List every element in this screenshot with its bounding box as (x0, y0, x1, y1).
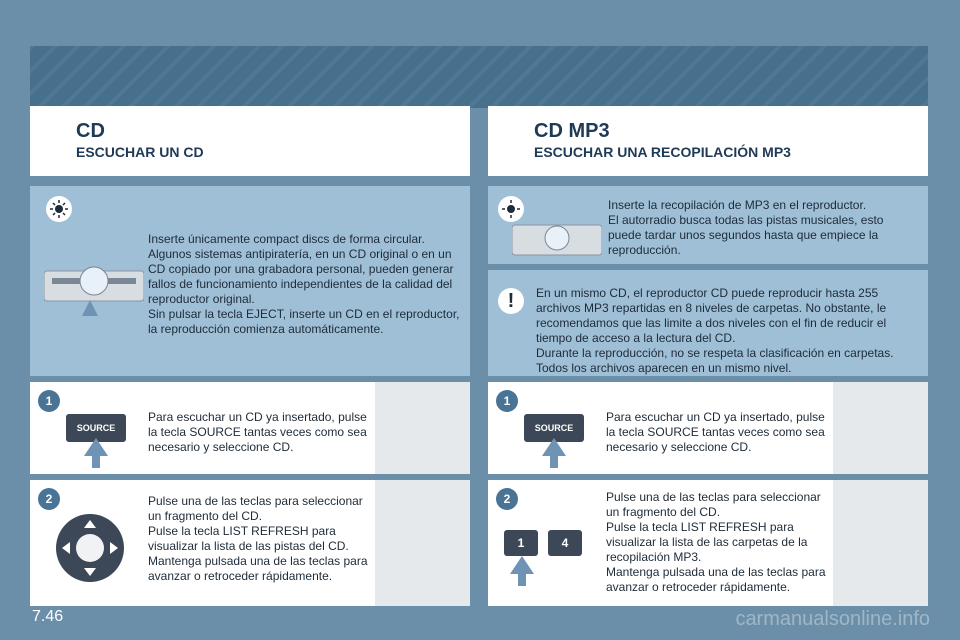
left-title-card (30, 106, 470, 176)
radio-thumbnail (375, 480, 470, 606)
radio-thumbnail (833, 480, 928, 606)
right-info-text: Inserte la recopilación de MP3 en el reproductor. El autorradio busca todas las pistas musicales, esto puede tardar unos segundos hasta que empiece la reproducción. (608, 198, 884, 257)
cd-insert-illustration (44, 256, 144, 316)
cd-insert-illustration (512, 220, 602, 260)
right-info-panel (488, 186, 928, 264)
step-badge: 2 (496, 488, 518, 510)
arrow-up-icon (84, 438, 108, 468)
light-icon (498, 196, 524, 222)
left-section-title: CD (76, 120, 105, 142)
light-icon (46, 196, 72, 222)
arrow-up-icon (542, 438, 566, 468)
right-step2-text: Pulse una de las teclas para seleccionar un fragmento del CD. Pulse la tecla LIST REFRESH para visualizar la lista de las carpetas de la recopilación MP3. Mantenga pulsada una de las teclas para avanzar o retroceder rápidamente. (606, 490, 826, 594)
directional-pad-icon (50, 508, 130, 588)
left-info-panel (30, 186, 470, 376)
watermark: carmanualsonline.info (735, 608, 930, 630)
radio-thumbnail (375, 382, 470, 474)
left-step2-panel (30, 480, 470, 606)
right-step1-panel (488, 382, 928, 474)
step-badge: 2 (38, 488, 60, 510)
right-warning-panel (488, 270, 928, 376)
left-step1-text: Para escuchar un CD ya insertado, pulse la tecla SOURCE tantas veces como sea necesario y seleccione CD. (148, 410, 367, 454)
source-button: SOURCE (524, 414, 584, 442)
right-step1-text: Para escuchar un CD ya insertado, pulse la tecla SOURCE tantas veces como sea necesario y seleccione CD. (606, 410, 825, 454)
left-section-subtitle: ESCUCHAR UN CD (76, 144, 204, 160)
key-1-button: 1 (504, 530, 538, 556)
right-step2-panel (488, 480, 928, 606)
step-badge: 1 (496, 390, 518, 412)
radio-thumbnail (833, 382, 928, 474)
right-warning-text: En un mismo CD, el reproductor CD puede reproducir hasta 255 archivos MP3 repartidas en 8 niveles de carpetas. No obstante, le recomendamos que las limite a dos niveles con el fin de reducir el tiempo de acceso a la lectura del CD. Durante la reproducción, no se respeta la clasificación en carpetas. Todos los archivos aparecen en un mismo nivel. (536, 286, 894, 375)
right-title-card (488, 106, 928, 176)
key-4-button: 4 (548, 530, 582, 556)
top-banner (30, 46, 928, 108)
warning-icon: ! (498, 288, 524, 314)
source-button: SOURCE (66, 414, 126, 442)
left-info-text: Inserte únicamente compact discs de forma circular. Algunos sistemas antipiratería, en un CD original o en un CD copiado por una grabadora personal, pueden generar fallos de funcionamiento independientes de la calidad del reproductor original. Sin pulsar la tecla EJECT, inserte un CD en el reproductor, la reproducción comienza automáticamente. (148, 232, 460, 336)
left-step2-text: Pulse una de las teclas para seleccionar un fragmento del CD. Pulse la tecla LIST REFRESH para visualizar la lista de las pistas del CD. Mantenga pulsada una de las teclas para avanzar o retroceder rápidamente. (148, 494, 368, 583)
right-section-subtitle: ESCUCHAR UNA RECOPILACIÓN MP3 (534, 144, 791, 160)
step-badge: 1 (38, 390, 60, 412)
page-number: 7.46 (32, 608, 64, 625)
arrow-up-icon (510, 556, 534, 586)
right-section-title: CD MP3 (534, 120, 610, 142)
left-step1-panel (30, 382, 470, 474)
